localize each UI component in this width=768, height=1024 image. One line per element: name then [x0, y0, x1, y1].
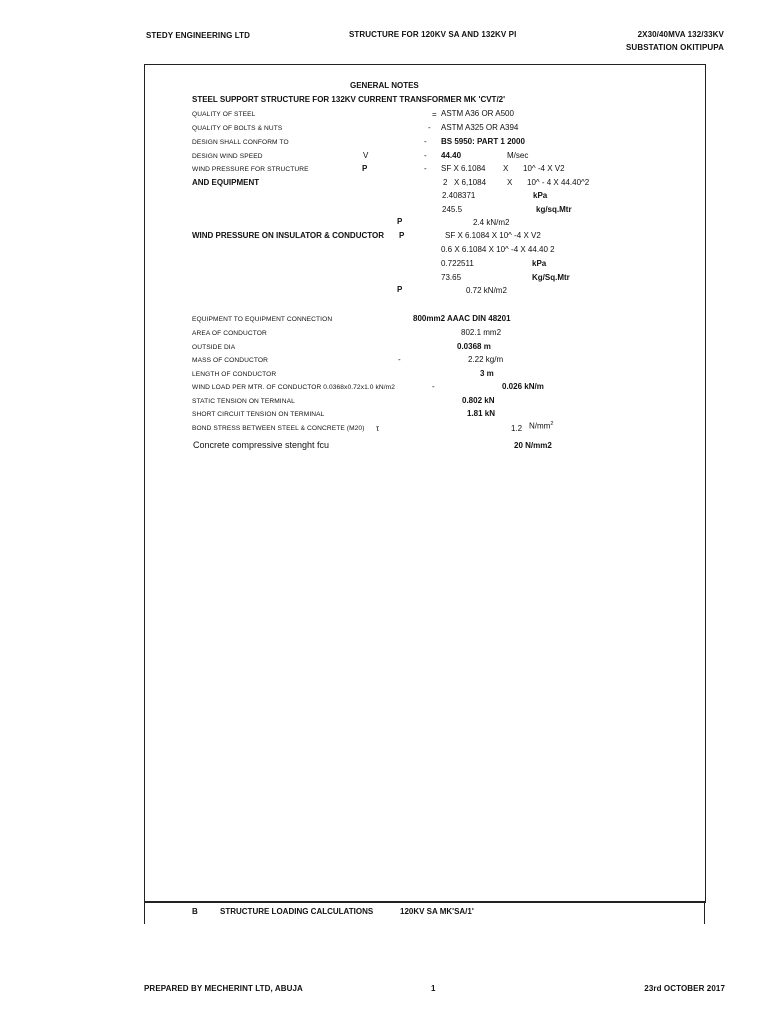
value-length-conductor: 3 m: [480, 369, 494, 378]
value-mass-conductor: 2.22 kg/m: [468, 355, 504, 364]
page-frame: [144, 64, 706, 902]
label-quality-bolts: QUALITY OF BOLTS & NUTS: [192, 125, 283, 132]
p2-sym: P: [397, 285, 403, 294]
label-outside-dia: OUTSIDE DIA: [192, 344, 236, 351]
value-bond-stress: 1.2: [511, 424, 523, 433]
sep-wind-load-conductor: -: [432, 382, 435, 391]
notes-subtitle: STEEL SUPPORT STRUCTURE FOR 132KV CURRENT TRANSFORMER MK 'CVT/2': [192, 95, 506, 104]
sep-mass-conductor: -: [398, 355, 401, 364]
substation-line2: SUBSTATION OKITIPUPA: [626, 43, 724, 52]
unit-wind-speed: M/sec: [507, 151, 529, 160]
section-b-letter: B: [192, 907, 198, 916]
structure-title: STRUCTURE FOR 120KV SA AND 132KV PI: [349, 30, 517, 39]
x-wind-pressure: X: [503, 164, 509, 173]
kpa2-value: 0.722511: [441, 259, 474, 268]
sep-wind-pressure: -: [424, 164, 427, 173]
label-quality-steel: QUALITY OF STEEL: [192, 111, 256, 118]
insulator-formula: SF X 6.1084 X 10^ -4 X V2: [445, 231, 541, 240]
label-wind-speed: DESIGN WIND SPEED: [192, 153, 263, 160]
company-name: STEDY ENGINEERING LTD: [146, 31, 251, 40]
kg1-unit: kg/sq.Mtr: [536, 205, 572, 214]
p2-value: 0.72 kN/m2: [466, 286, 507, 295]
frame-bottom-line: [144, 902, 706, 903]
p1-sym: P: [397, 217, 403, 226]
frame-tick-left: [144, 902, 145, 924]
label-concrete: Concrete compressive stenght fcu: [193, 440, 330, 450]
insulator-sym: P: [399, 231, 405, 240]
p1-value: 2.4 kN/m2: [473, 218, 510, 227]
kpa2-unit: kPa: [532, 259, 547, 268]
footer-page-number: 1: [431, 984, 436, 993]
sep-quality-steel: =: [432, 110, 437, 119]
kpa1-unit: kPa: [533, 191, 548, 200]
value-area-conductor: 802.1 mm2: [461, 328, 502, 337]
label-wind-pressure-structure: WIND PRESSURE FOR STRUCTURE: [192, 166, 309, 173]
label-equip-connection: EQUIPMENT TO EQUIPMENT CONNECTION: [192, 316, 333, 323]
value-quality-bolts: ASTM A325 OR A394: [441, 123, 519, 132]
sep-quality-bolts: -: [428, 123, 431, 132]
calc1-c: 10^ - 4 X 44.40^2: [527, 178, 590, 187]
substation-line1: 2X30/40MVA 132/33KV: [637, 30, 724, 39]
value-wind-pressure: SF X 6.1084: [441, 164, 486, 173]
kg2-unit: Kg/Sq.Mtr: [532, 273, 570, 282]
kg2-value: 73.65: [441, 273, 462, 282]
value-concrete: 20 N/mm2: [514, 441, 552, 450]
value-wind-speed: 44.40: [441, 151, 462, 160]
value-static-tension: 0.802 kN: [462, 396, 495, 405]
unit-bond-stress-base: N/mm: [529, 421, 551, 431]
and-equipment: AND EQUIPMENT: [192, 178, 260, 187]
sep-wind-speed: -: [424, 151, 427, 160]
tail-wind-pressure: 10^ -4 X V2: [523, 164, 565, 173]
value-outside-dia: 0.0368 m: [457, 342, 491, 351]
value-equip-connection: 800mm2 AAAC DIN 48201: [413, 314, 511, 323]
value-short-circuit-tension: 1.81 kN: [467, 409, 496, 418]
calc1-a: 2: [443, 178, 448, 187]
label-design-conform: DESIGN SHALL CONFORM TO: [192, 139, 289, 146]
section-b-title: STRUCTURE LOADING CALCULATIONS: [220, 907, 374, 916]
label-short-circuit-tension: SHORT CIRCUIT TENSION ON TERMINAL: [192, 411, 325, 418]
footer-prepared: PREPARED BY MECHERINT LTD, ABUJA: [144, 984, 303, 993]
notes-title: GENERAL NOTES: [350, 81, 419, 90]
calc1-b: X 6,1084: [454, 178, 487, 187]
section-b-ref: 120KV SA MK'SA/1': [400, 907, 474, 916]
sym-wind-pressure: P: [362, 164, 368, 173]
value-wind-load-conductor: 0.026 kN/m: [502, 382, 544, 391]
label-static-tension: STATIC TENSION ON TERMINAL: [192, 398, 295, 405]
sym-wind-speed: V: [363, 151, 369, 160]
label-bond-stress: BOND STRESS BETWEEN STEEL & CONCRETE (M20): [192, 425, 365, 432]
calc1-x: X: [507, 178, 513, 187]
unit-bond-stress: [529, 421, 553, 431]
kg1-value: 245.5: [442, 205, 463, 214]
label-length-conductor: LENGTH OF CONDUCTOR: [192, 371, 277, 378]
value-quality-steel: ASTM A36 OR A500: [441, 109, 514, 118]
unit-bond-stress-sup: 2: [550, 421, 554, 427]
label-area-conductor: AREA OF CONDUCTOR: [192, 330, 267, 337]
sep-design-conform: -: [424, 137, 427, 146]
label-wind-load-conductor: WIND LOAD PER MTR. OF CONDUCTOR 0.0368x0.72x1.0 kN/m2: [192, 384, 396, 391]
kpa1-value: 2.408371: [442, 191, 476, 200]
label-mass-conductor: MASS OF CONDUCTOR: [192, 357, 268, 364]
sym-bond-stress: τ: [376, 424, 380, 433]
insulator-label: WIND PRESSURE ON INSULATOR & CONDUCTOR: [192, 231, 385, 240]
frame-tick-right: [704, 902, 705, 924]
calc2: 0.6 X 6.1084 X 10^ -4 X 44.40 2: [441, 245, 555, 254]
footer-date: 23rd OCTOBER 2017: [644, 984, 725, 993]
value-design-conform: BS 5950: PART 1 2000: [441, 137, 525, 146]
